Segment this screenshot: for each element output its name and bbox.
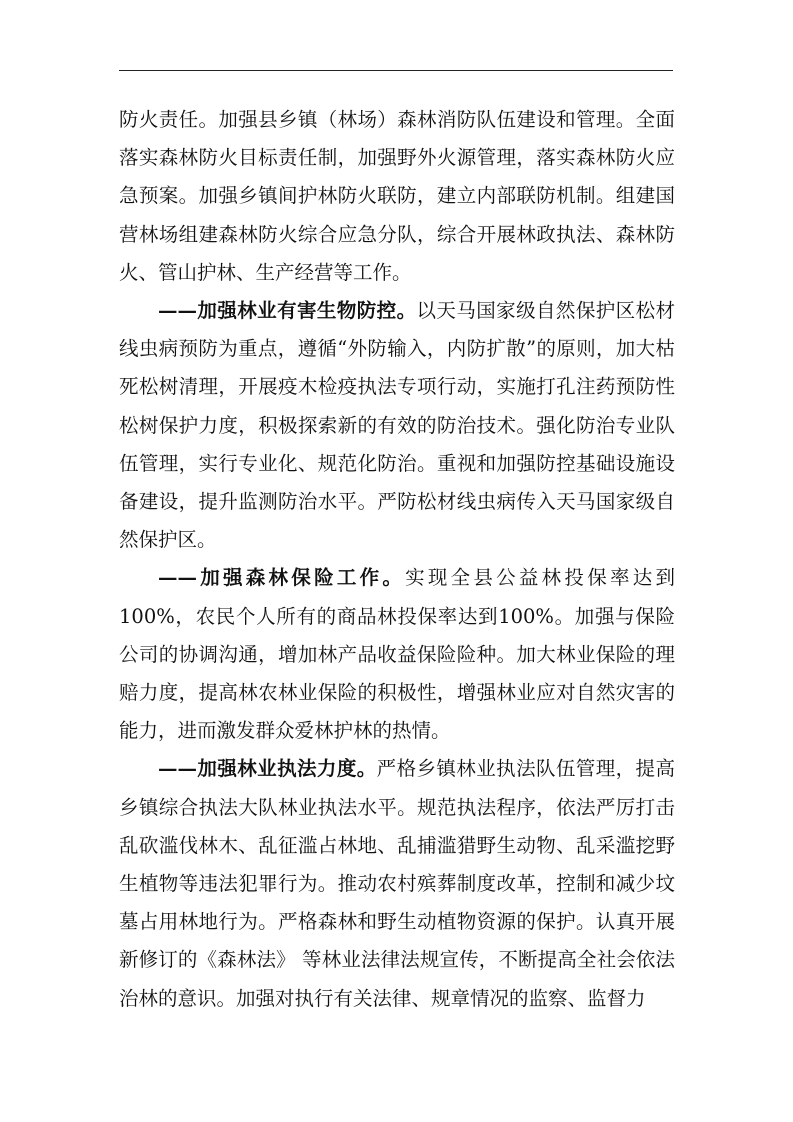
- paragraph-forest-insurance: [119, 559, 675, 750]
- document-body: [119, 101, 675, 1018]
- paragraph-lead-heading: ——加强林业执法力度。: [158, 757, 377, 781]
- header-rule: [119, 70, 673, 71]
- paragraph-text: 以天马国家级自然保护区松材线虫病预防为重点，遵循“外防输入，内防扩散”的原则，加大枯死松树清理，开展疫木检疫执法专项行动，实施打孔注药预防性松树保护力度，积极探索新的有效的防治技术。强化防治专业队伍管理，实行专业化、规范化防治。重视和加强防控基础设施设备建设，提升监测防治水平。严防松材线虫病传入天马国家级自然保护区。: [119, 299, 675, 552]
- paragraph-lead-heading: ——加强林业有害生物防控。: [158, 299, 417, 323]
- paragraph-text: 严格乡镇林业执法队伍管理，提高乡镇综合执法大队林业执法水平。规范执法程序，依法严厉打击乱砍滥伐林木、乱征滥占林地、乱捕滥猎野生动物、乱采滥挖野生植物等违法犯罪行为。推动农村殡葬制度改革，控制和减少坟墓占用林地行为。严格森林和野生动植物资源的保护。认真开展新修订的《森林法》 等林业法律法规宣传，不断提高全社会依法治林的意识。加强对执行有关法律、规章情况的监察、监督力: [119, 757, 675, 1010]
- paragraph-lead-heading: ——加强森林保险工作。: [158, 566, 406, 590]
- paragraph-fire-responsibility: [119, 101, 675, 292]
- paragraph-text: 实现全县公益林投保率达到100%，农民个人所有的商品林投保率达到100%。加强与保险公司的协调沟通，增加林产品收益保险险种。加大林业保险的理赔力度，提高林农林业保险的积极性，增强林业应对自然灾害的能力，进而激发群众爱林护林的热情。: [119, 566, 675, 743]
- paragraph-text: 防火责任。加强县乡镇（林场）森林消防队伍建设和管理。全面落实森林防火目标责任制，加强野外火源管理，落实森林防火应急预案。加强乡镇间护林防火联防，建立内部联防机制。组建国营林场组建森林防火综合应急分队，综合开展林政执法、森林防火、管山护林、生产经营等工作。: [119, 108, 675, 284]
- paragraph-law-enforcement: [119, 750, 675, 1017]
- paragraph-pest-control: [119, 292, 675, 559]
